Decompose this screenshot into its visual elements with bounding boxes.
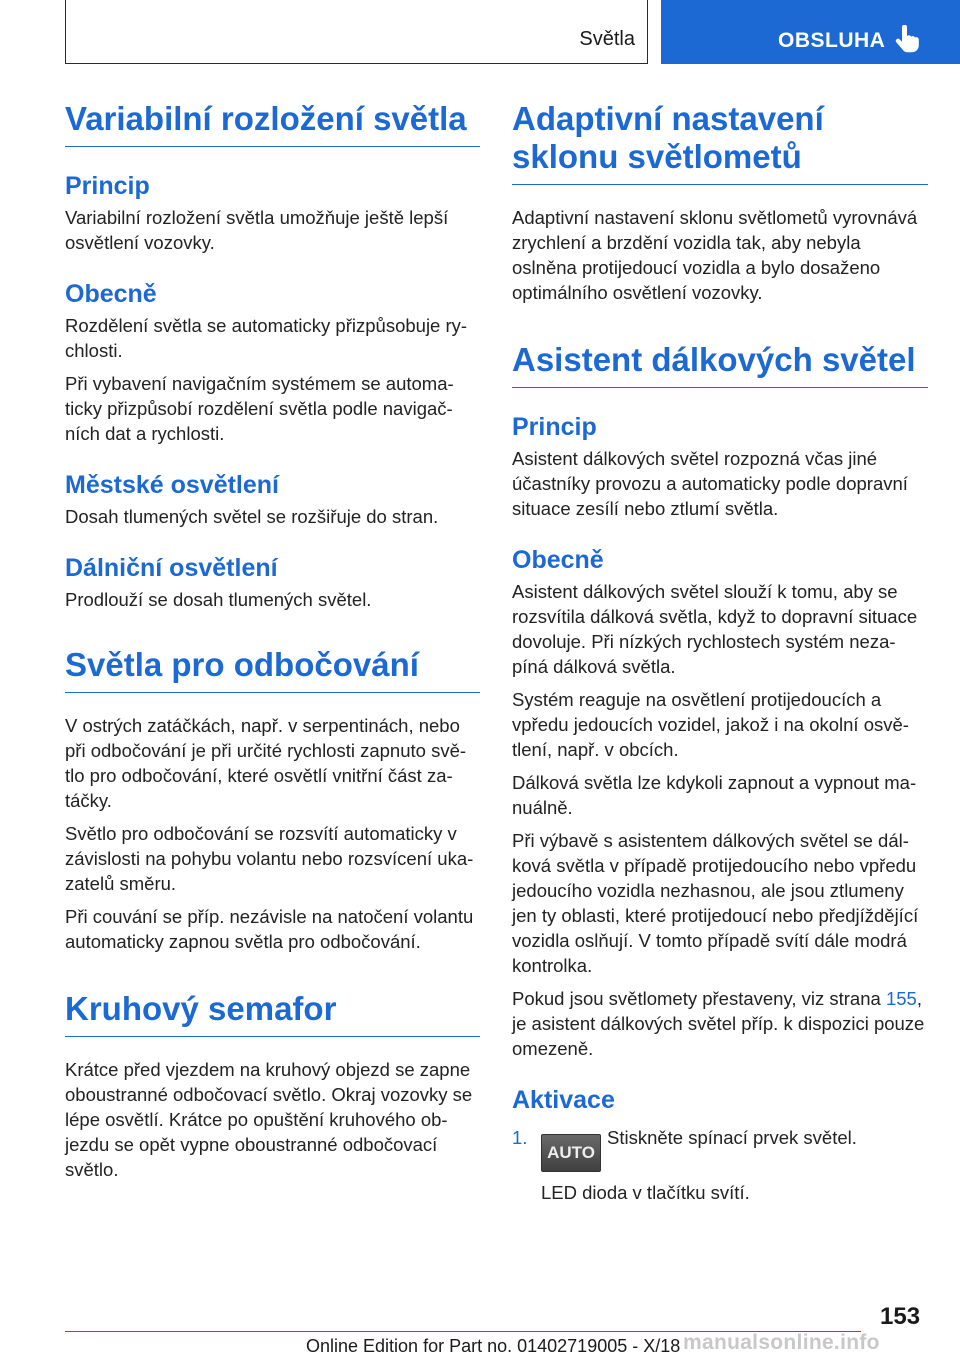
paragraph-turning-3: Při couvání se příp. nezávisle na natočení volantu automaticky zapnou světla pro odbočování.: [65, 906, 474, 952]
heading-variable-light: Variabilní rozložení světla: [65, 100, 480, 147]
step-result: LED dioda v tlačítku svítí.: [541, 1182, 750, 1203]
chapter-tab[interactable]: [661, 0, 960, 64]
heading-activation: Aktivace: [512, 1086, 615, 1114]
paragraph-high-beam-general-4: Při výbavě s asistentem dálkových světel se dál-ková světla v případě protijedoucího nebo vpředu jedoucího vozidla nezhasnou, ale jsou ztlumeny jen ty oblasti, které protijedoucí nebo předjíždějící vozidla oslňují. V tomto případě svítí dále modrá kontrolka.: [512, 830, 919, 976]
page-link-155[interactable]: 155: [885, 988, 917, 1009]
paragraph-high-beam-general-2: Systém reaguje na osvětlení protijedoucích a vpředu jedoucích vozidel, jakož i na okolní osvě-tlení, např. v obcích.: [512, 689, 909, 760]
right-column: [512, 100, 928, 1205]
paragraph-roundabout: Krátce před vjezdem na kruhový objezd se zapne oboustranné odbočovací světlo. Okraj vozovky se lépe osvětlí. Krátce po opuštění kruhového ob-jezdu se opět vypne oboustranné odbočovací světlo.: [65, 1059, 473, 1180]
heading-adaptive-range: Adaptivní nastavení sklonu světlometů: [512, 100, 928, 185]
heading-roundabout: Kruhový semafor: [65, 990, 480, 1037]
watermark-logo: manualsonline.info: [683, 1331, 880, 1354]
heading-principle: Princip: [65, 172, 150, 200]
step-number: 1.: [512, 1127, 528, 1148]
heading-high-beam-principle: Princip: [512, 413, 597, 441]
paragraph-turning-1: V ostrých zatáčkách, např. v serpentinách, nebo při odbočování je při určité rychlosti zapnuto svě-tlo pro odbočování, které osvětlí vnitřní část za-táčky.: [65, 715, 467, 811]
edition-text: Online Edition for Part no. 01402719005 - X/18: [306, 1336, 681, 1356]
heading-high-beam-assistant: Asistent dálkových světel: [512, 341, 928, 388]
paragraph-high-beam-general-5: [512, 986, 928, 1061]
heading-general: Obecně: [65, 280, 157, 308]
paragraph-high-beam-principle: Asistent dálkových světel rozpozná včas jiné účastníky provozu a automaticky podle dopravní situace zesílí nebo ztlumí světla.: [512, 448, 908, 519]
paragraph-turning-2: Světlo pro odbočování se rozsvítí automaticky v závislosti na pohybu volantu nebo rozsvícení uka-zatelů směru.: [65, 823, 474, 894]
left-column: [65, 100, 480, 1190]
paragraph-high-beam-general-1: Asistent dálkových světel slouží k tomu, aby se rozsvítila dálková světla, když to dopravní situace dovoluje. Při nízkých rychlostech systém neza-píná dálková světla.: [512, 581, 918, 677]
auto-button-icon: AUTO: [541, 1134, 601, 1172]
activation-step-1: [512, 1125, 928, 1205]
paragraph-high-beam-general-3: Dálková světla lze kdykoli zapnout a vypnout ma-nuálně.: [512, 772, 917, 818]
heading-turning-lights: Světla pro odbočování: [65, 646, 480, 693]
step-instruction: Stiskněte spínací prvek světel.: [607, 1127, 857, 1148]
paragraph-city-lighting: Dosah tlumených světel se rozšiřuje do stran.: [65, 506, 439, 527]
paragraph-principle: Variabilní rozložení světla umožňuje ještě lepší osvětlení vozovky.: [65, 207, 449, 253]
chapter-title: OBSLUHA: [778, 29, 886, 52]
heading-highway-lighting: Dálniční osvětlení: [65, 554, 278, 582]
running-header: [65, 0, 648, 64]
paragraph-adaptive-range: Adaptivní nastavení sklonu světlometů vyrovnává zrychlení a brzdění vozidla tak, aby nebyla oslněna protijedoucí vozidla a bylo dosaženo optimálního osvětlení vozovky.: [512, 207, 918, 303]
text-before-link: Pokud jsou světlomety přestaveny, viz strana: [512, 988, 886, 1009]
heading-high-beam-general: Obecně: [512, 546, 604, 574]
page-number: 153: [880, 1303, 921, 1330]
paragraph-general-2: Při vybavení navigačním systémem se automa-ticky přizpůsobí rozdělení světla podle navigač-ních dat a rychlosti.: [65, 373, 454, 444]
heading-city-lighting: Městské osvětlení: [65, 471, 279, 499]
text-after-link: , je asistent dálkových světel příp. k dispozici pouze omezeně.: [512, 988, 925, 1059]
paragraph-general-1: Rozdělení světla se automaticky přizpůsobuje ry-chlosti.: [65, 315, 468, 361]
hand-pointer-icon: [894, 25, 920, 53]
paragraph-highway-lighting: Prodlouží se dosah tlumených světel.: [65, 589, 372, 610]
section-title: Světla: [579, 28, 635, 50]
